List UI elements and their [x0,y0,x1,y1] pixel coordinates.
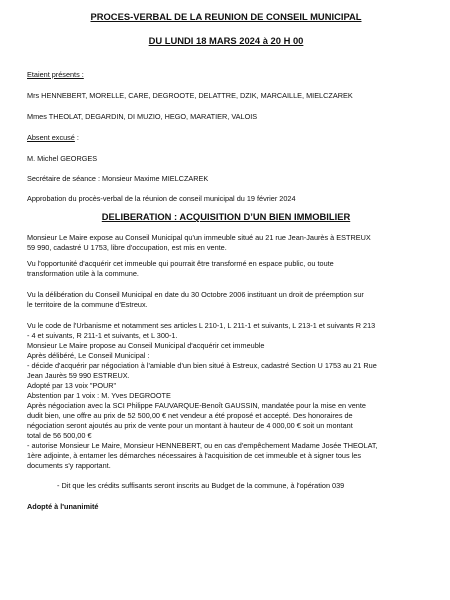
absent-name: M. Michel GEORGES [27,154,98,163]
body-line: Abstention par 1 voix : M. Yves DEGROOTE [27,391,171,400]
body-line: - autorise Monsieur Le Maire, Monsieur HENNEBERT, ou en cas d'empêchement Madame Josée THEOLAT, [27,441,378,450]
body-line: 59 990, cadastré U 1753, libre d'occupation, est mis en vente. [27,243,227,252]
body-line: négociation seront ajoutés au prix de vente pour un montant à hauteur de 4 000,00 € soit un montant [27,421,353,430]
credits-line: - Dit que les crédits suffisants seront inscrits au Budget de la commune, à l'opération 039 [57,481,345,490]
body-line: Après négociation avec la SCI Philippe FAUVARQUE-Benoît GAUSSIN, mandatée pour la mise en vente [27,401,366,410]
body-line: - décide d'acquérir par négociation à l'amiable d'un bien situé à Estreux, cadastré Section U 1753 au 21 Rue [27,361,377,370]
body-line: Monsieur Le Maire propose au Conseil Municipal d'acquérir cet immeuble [27,341,265,350]
body-line: - 4 et suivants, R 211-1 et suivants, et L 300-1. [27,331,178,340]
present-label: Etaient présents : [27,70,84,79]
body-line: Après délibéré, Le Conseil Municipal : [27,351,150,360]
deliberation-title: DELIBERATION : ACQUISITION D’UN BIEN IMMOBILIER [101,211,351,222]
document-title: PROCES-VERBAL DE LA REUNION DE CONSEIL MUNICIPAL [90,11,362,22]
body-line: le territoire de la commune d'Estreux. [27,300,148,309]
meeting-date: DU LUNDI 18 MARS 2024 à 20 H 00 [148,35,304,46]
body-line: Vu la délibération du Conseil Municipal en date du 30 Octobre 2006 instituant un droit de préemption sur [27,290,364,299]
adopted-line: Adopté à l'unanimité [27,502,99,511]
body-line: Vu le code de l'Urbanisme et notamment ses articles L 210-1, L 211-1 et suivants, L 213-1 et suivants R 213 [27,321,376,330]
body-line: Monsieur Le Maire expose au Conseil Municipal qu'un immeuble situé au 21 rue Jean-Jaurès à ESTREUX [27,233,371,242]
body-line: transformation utile à la commune. [27,269,139,278]
body-line: total de 56 500,00 € [27,431,92,440]
approval-line: Approbation du procès-verbal de la réunion de conseil municipal du 19 février 2024 [27,194,296,203]
body-line: Adopté par 13 voix "POUR" [27,381,117,390]
absent-label-suffix: : [74,133,79,142]
present-men: Mrs HENNEBERT, MORELLE, CARE, DEGROOTE, DELATTRE, DZIK, MARCAILLE, MIELCZAREK [27,91,353,100]
present-women: Mmes THEOLAT, DEGARDIN, DI MUZIO, HEGO, MARATIER, VALOIS [27,112,258,121]
body-line: 1ère adjointe, à entamer les démarches nécessaires à l'acquisition de cet immeuble et à signer tous les [27,451,361,460]
body-line: dudit bien, une offre au prix de 52 500,00 € net vendeur a été proposé et accepté. Des honoraires de [27,411,353,420]
secretary-line: Secrétaire de séance : Monsieur Maxime MIELCZAREK [27,174,209,183]
absent-label-line [27,133,79,142]
body-line: Jean Jaurès 59 990 ESTREUX. [27,371,130,380]
body-line: documents s'y rapportant. [27,461,111,470]
absent-label: Absent excusé [27,133,75,142]
body-line: Vu l'opportunité d'acquérir cet immeuble qui pourrait être transformé en espace public, ou toute [27,259,334,268]
